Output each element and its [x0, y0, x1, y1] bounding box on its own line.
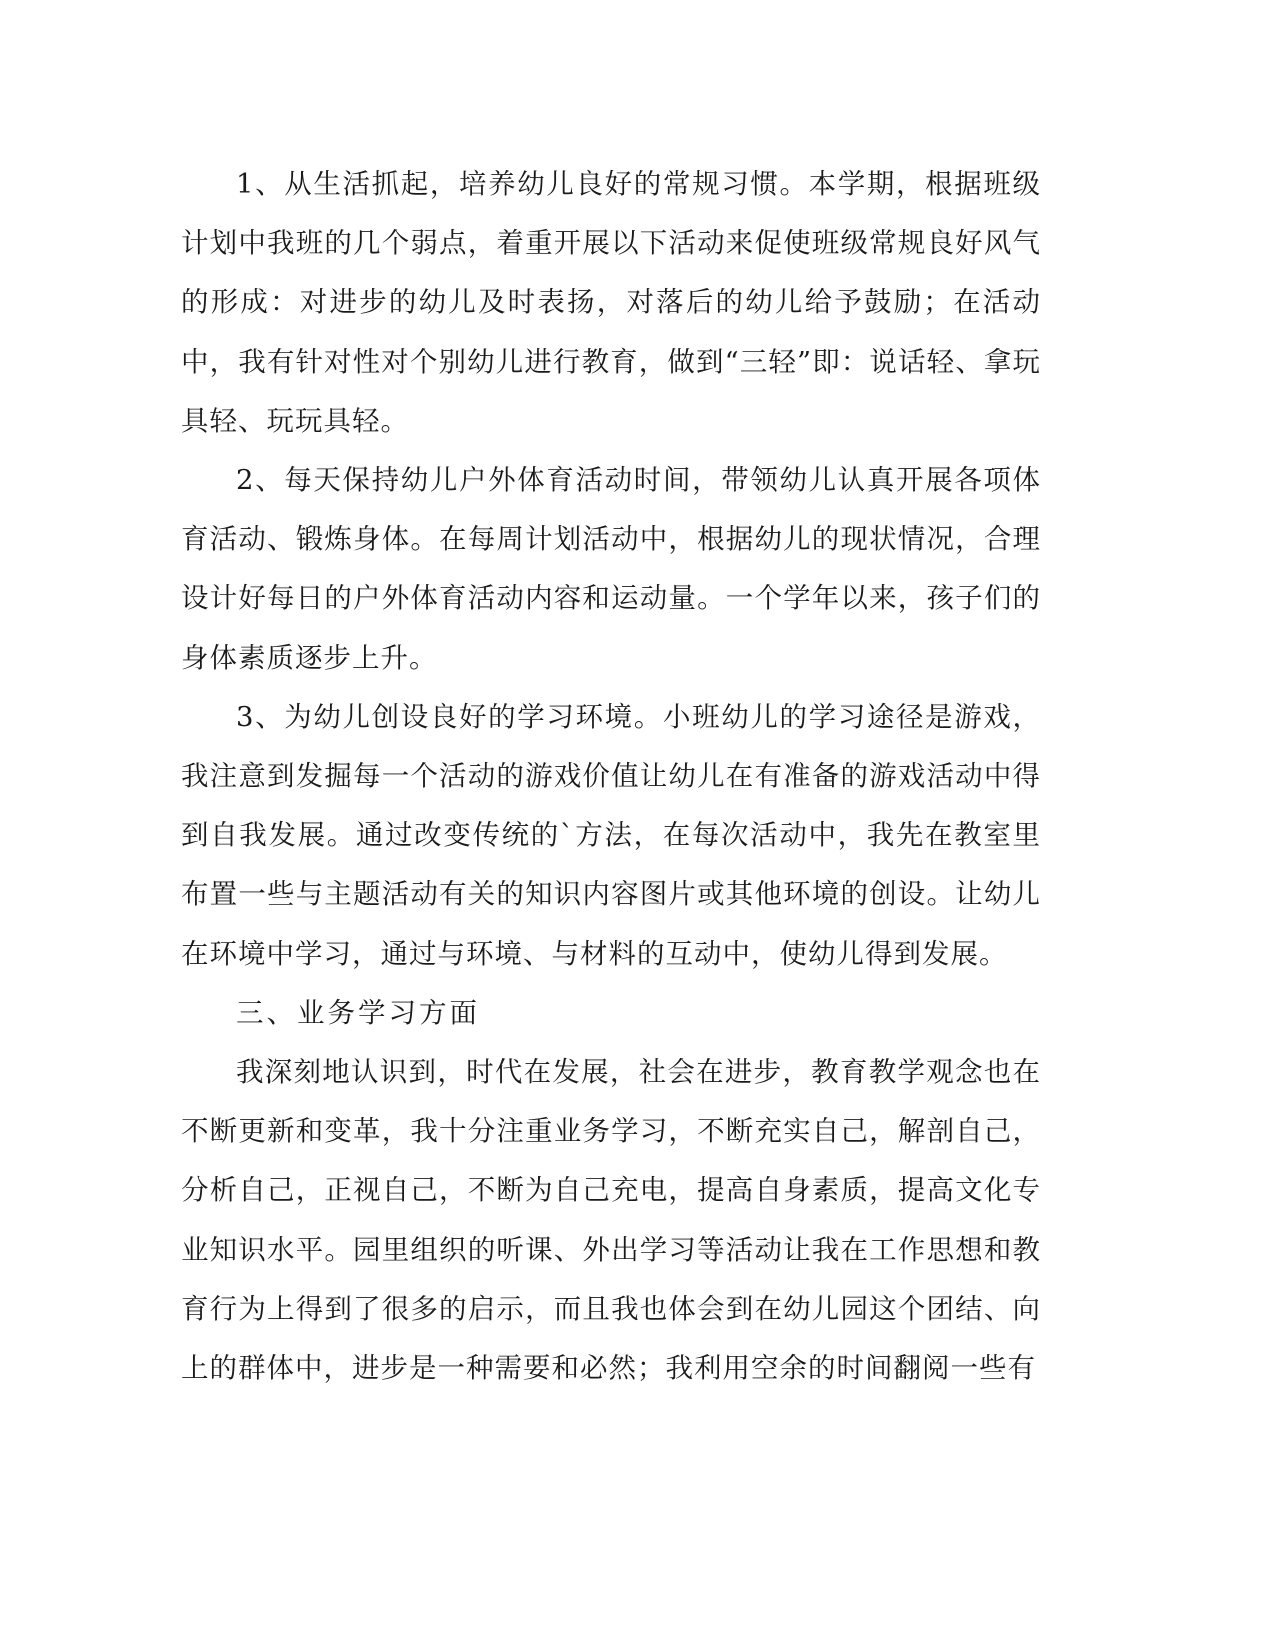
document-body — [181, 155, 1041, 1398]
paragraph-professional-study: 我深刻地认识到，时代在发展，社会在进步，教育教学观念也在不断更新和变革，我十分注重业务学习，不断充实自己，解剖自己，分析自己，正视自己，不断为自己充电，提高自身素质，提高文化专业知识水平。园里组织的听课、外出学习等活动让我在工作思想和教育行为上得到了很多的启示，而且我也体会到在幼儿园这个团结、向上的群体中，进步是一种需要和必然；我利用空余的时间翻阅一些有 — [181, 1056, 1041, 1385]
paragraph-outdoor-sports: 2、每天保持幼儿户外体育活动时间，带领幼儿认真开展各项体育活动、锻炼身体。在每周计划活动中，根据幼儿的现状情况，合理设计好每日的户外体育活动内容和运动量。一个学年以来，孩子们的身体素质逐步上升。 — [181, 464, 1041, 674]
paragraph-learning-environment: 3、为幼儿创设良好的学习环境。小班幼儿的学习途径是游戏，我注意到发掘每一个活动的游戏价值让幼儿在有准备的游戏活动中得到自我发展。通过改变传统的`方法，在每次活动中，我先在教室里布置一些与主题活动有关的知识内容图片或其他环境的创设。让幼儿在环境中学习，通过与环境、与材料的互动中，使幼儿得到发展。 — [181, 700, 1041, 970]
section-heading-professional-study: 三、业务学习方面 — [236, 996, 480, 1029]
paragraph-routine-habits: 1、从生活抓起，培养幼儿良好的常规习惯。本学期，根据班级计划中我班的几个弱点，着重开展以下活动来促使班级常规良好风气的形成：对进步的幼儿及时表扬，对落后的幼儿给予鼓励；在活动中，我有针对性对个别幼儿进行教育，做到“三轻”即：说话轻、拿玩具轻、玩玩具轻。 — [181, 168, 1041, 437]
